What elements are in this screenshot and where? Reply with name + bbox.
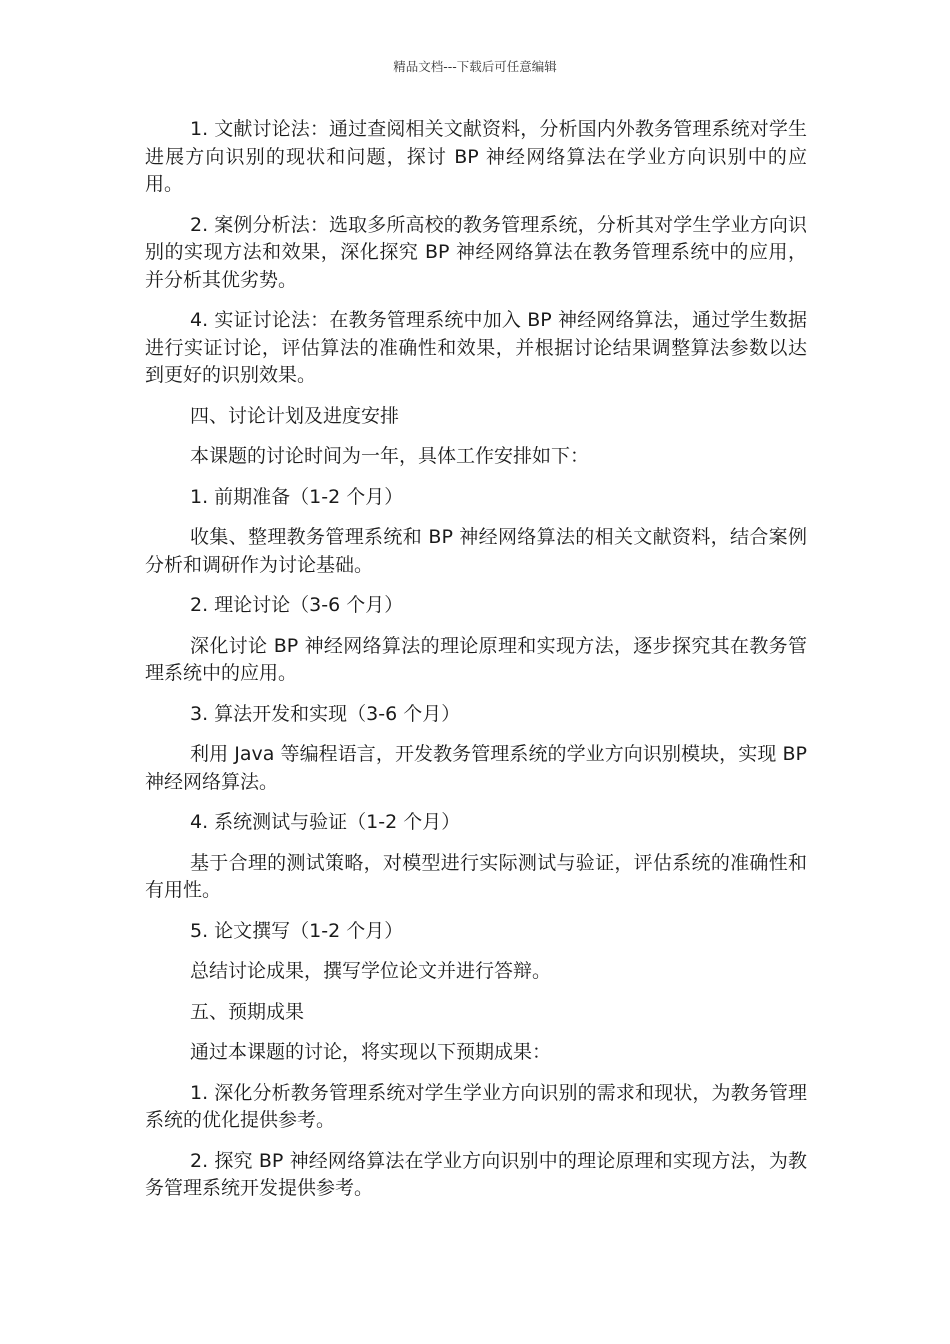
subheading-phase-thesis: 5. 论文撰写（1-2 个月） bbox=[190, 919, 404, 942]
subheading-phase-preparation: 1. 前期准备（1-2 个月） bbox=[190, 485, 404, 508]
paragraph-phase-theory: 深化讨论 BP 神经网络算法的理论原理和实现方法，逐步探究其在教务管理系统中的应用。 bbox=[145, 634, 807, 684]
subheading-phase-theory: 2. 理论讨论（3-6 个月） bbox=[190, 594, 404, 616]
paragraph-phase-preparation: 收集、整理教务管理系统和 BP 神经网络算法的相关文献资料，结合案例分析和调研作为讨论基础。 bbox=[145, 526, 807, 576]
section-heading-outcomes: 五、预期成果 bbox=[190, 1000, 305, 1023]
paragraph-method-empirical: 4. 实证讨论法：在教务管理系统中加入 BP 神经网络算法，通过学生数据进行实证讨论，评估算法的准确性和效果，并根据讨论结果调整算法参数以达到更好的识别效果。 bbox=[145, 309, 807, 386]
subheading-phase-development: 3. 算法开发和实现（3-6 个月） bbox=[190, 702, 461, 725]
paragraph-phase-thesis: 总结讨论成果，撰写学位论文并进行答辩。 bbox=[190, 960, 552, 982]
paragraph-outcome-1: 1. 深化分析教务管理系统对学生学业方向识别的需求和现状，为教务管理系统的优化提供参考。 bbox=[145, 1081, 807, 1131]
paragraph-phase-testing: 基于合理的测试策略，对模型进行实际测试与验证，评估系统的准确性和有用性。 bbox=[145, 851, 807, 901]
paragraph-outcomes-intro: 通过本课题的讨论，将实现以下预期成果： bbox=[190, 1041, 552, 1063]
paragraph-phase-development: 利用 Java 等编程语言，开发教务管理系统的学业方向识别模块，实现 BP 神经网络算法。 bbox=[145, 743, 807, 793]
paragraph-method-literature: 1. 文献讨论法：通过查阅相关文献资料，分析国内外教务管理系统对学生进展方向识别的现状和问题，探讨 BP 神经网络算法在学业方向识别中的应用。 bbox=[145, 118, 807, 195]
paragraph-outcome-2: 2. 探究 BP 神经网络算法在学业方向识别中的理论原理和实现方法，为教务管理系统开发提供参考。 bbox=[145, 1149, 807, 1199]
document-body bbox=[145, 116, 807, 1216]
page-header: 精品文档---下载后可任意编辑 bbox=[393, 59, 557, 74]
section-heading-plan: 四、讨论计划及进度安排 bbox=[190, 404, 400, 427]
paragraph-method-case-analysis: 2. 案例分析法：选取多所高校的教务管理系统，分析其对学生学业方向识别的实现方法和效果，深化探究 BP 神经网络算法在教务管理系统中的应用，并分析其优劣势。 bbox=[145, 213, 807, 291]
subheading-phase-testing: 4. 系统测试与验证（1-2 个月） bbox=[190, 811, 461, 833]
paragraph-plan-intro: 本课题的讨论时间为一年，具体工作安排如下： bbox=[190, 445, 590, 467]
